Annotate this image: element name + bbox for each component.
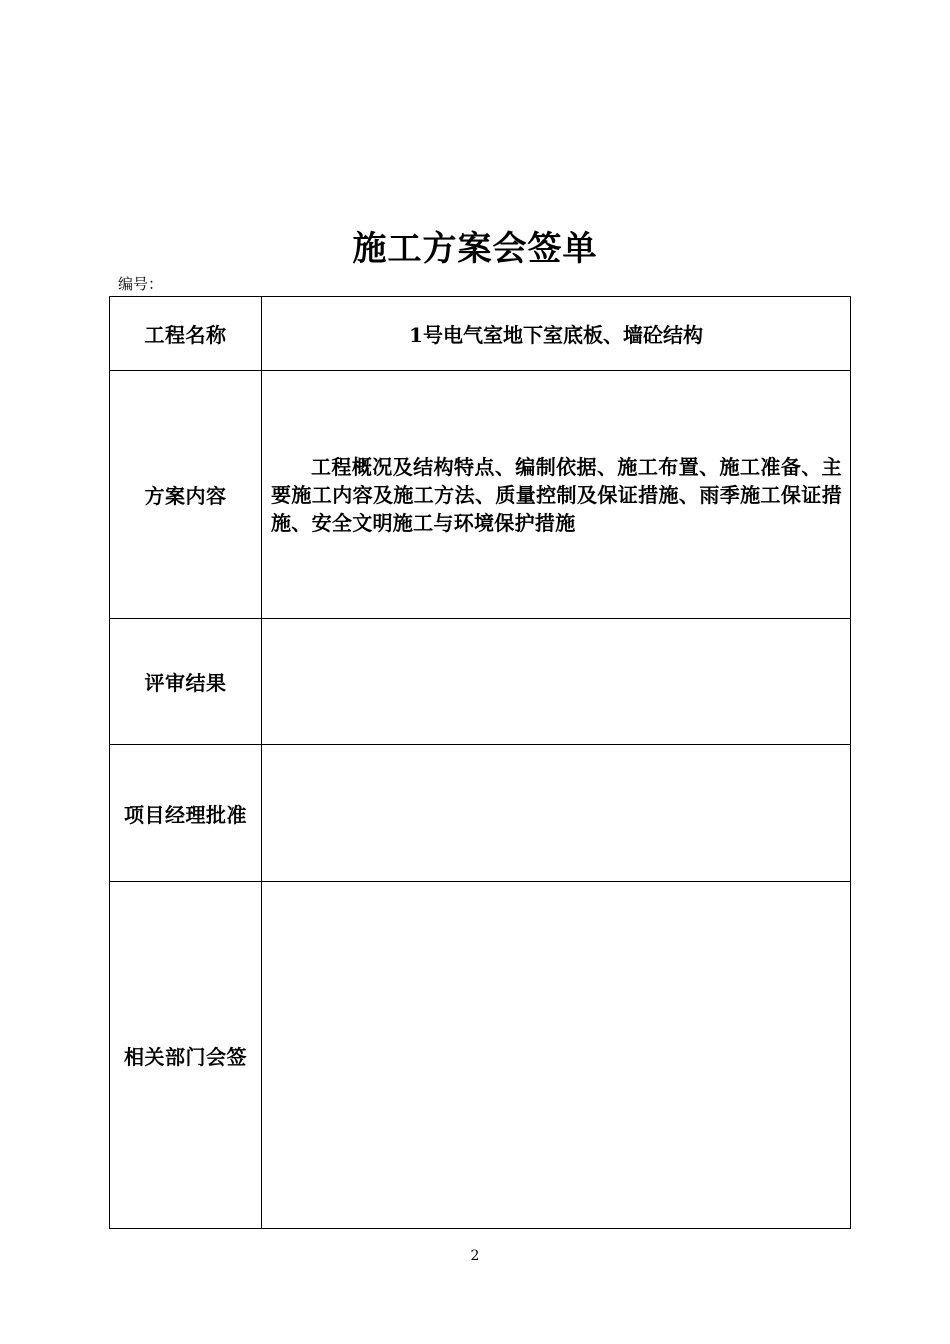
table-row-review-result [110, 619, 851, 745]
table-row-department-signoff [110, 882, 851, 1229]
table-row-plan-content [110, 371, 851, 619]
department-signoff-value [262, 882, 851, 1229]
pm-approval-value [262, 745, 851, 882]
table-row-project-name [110, 297, 851, 371]
plan-content-value: 工程概况及结构特点、编制依据、施工布置、施工准备、主要施工内容及施工方法、质量控制及保证措施、雨季施工保证措施、安全文明施工与环境保护措施 [271, 454, 842, 535]
plan-content-label: 方案内容 [110, 371, 262, 619]
project-name-value: 1号电气室地下室底板、墙砼结构 [262, 297, 851, 371]
project-name-label: 工程名称 [110, 297, 262, 371]
signoff-form-table [109, 296, 851, 1229]
serial-number-label: 编号： [118, 275, 164, 293]
review-result-value [262, 619, 851, 745]
review-result-label: 评审结果 [110, 619, 262, 745]
page-number: 2 [470, 1248, 480, 1264]
department-signoff-label: 相关部门会签 [110, 882, 262, 1229]
table-row-pm-approval [110, 745, 851, 882]
plan-content-cell [262, 371, 851, 619]
document-title: 施工方案会签单 [352, 229, 598, 269]
pm-approval-label: 项目经理批准 [110, 745, 262, 882]
